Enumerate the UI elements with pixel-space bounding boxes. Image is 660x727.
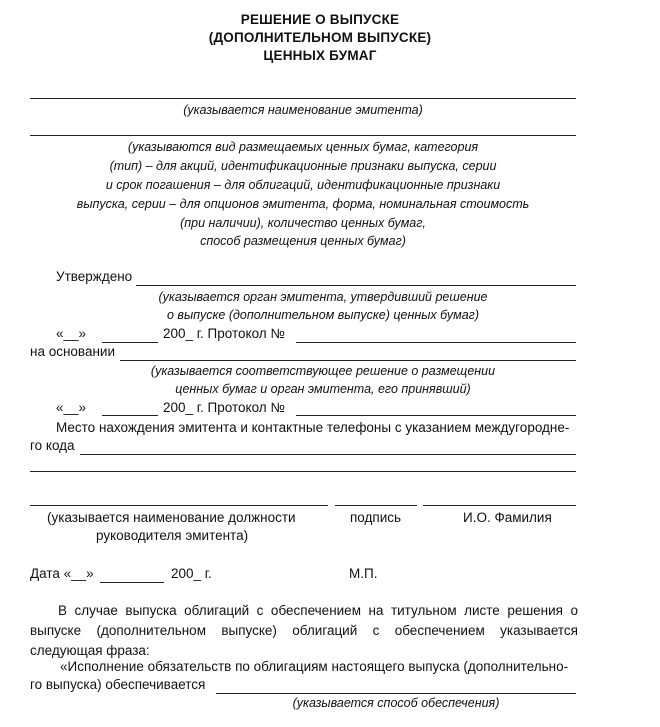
signature-label: подпись [350, 510, 402, 525]
securities-hint-line: (при наличии), количество ценных бумаг, [180, 216, 426, 230]
approved-hint-line: (указывается орган эмитента, утвердивший решение [158, 290, 488, 304]
protocol-day-1: «__» [56, 326, 87, 341]
signature-field[interactable] [335, 505, 417, 506]
protocol-year-label-2: 200_ г. Протокол № [163, 400, 285, 415]
date-month-field[interactable] [100, 582, 164, 583]
approved-by-field[interactable] [136, 285, 576, 286]
document-title-line-1: РЕШЕНИЕ О ВЫПУСКЕ [240, 12, 400, 27]
position-hint-line-1: (указывается наименование должности [47, 510, 296, 525]
location-field-extra[interactable] [30, 471, 576, 472]
location-text-line-1: Место нахождения эмитента и контактные телефоны с указанием междугородне- [56, 420, 570, 435]
securities-field[interactable] [30, 135, 576, 136]
securities-hint-line: способ размещения ценных бумаг) [200, 234, 406, 248]
position-field[interactable] [30, 505, 328, 506]
basis-hint-line: (указывается соответствующее решение о размещении [150, 364, 496, 378]
security-method-field[interactable] [216, 693, 576, 694]
position-hint-line-2: руководителя эмитента) [96, 528, 249, 543]
issuer-name-field[interactable] [30, 98, 576, 99]
quote-line-2: го выпуска) обеспечивается [30, 677, 206, 692]
secured-bonds-paragraph [30, 601, 578, 661]
location-field[interactable] [80, 454, 576, 455]
protocol-year-label-1: 200_ г. Протокол № [163, 326, 285, 341]
full-name-label: И.О. Фамилия [463, 510, 552, 525]
protocol-number-field-1[interactable] [296, 342, 576, 343]
protocol-day-2: «__» [56, 400, 87, 415]
basis-hint-line: ценных бумаг и орган эмитента, его принявший) [175, 382, 471, 396]
securities-hint-line: и срок погашения – для облигаций, идентификационные признаки [105, 178, 501, 192]
protocol-month-field-1[interactable] [102, 342, 158, 343]
document-title-line-2: (ДОПОЛНИТЕЛЬНОМ ВЫПУСКЕ) [208, 30, 432, 45]
date-year-label: 200_ г. [171, 566, 212, 581]
location-text-line-2: го кода [30, 438, 75, 453]
security-method-hint: (указывается способ обеспечения) [292, 696, 500, 710]
securities-hint-line: (указываются вид размещаемых ценных бумаг, категория [127, 140, 479, 154]
protocol-number-field-2[interactable] [296, 415, 576, 416]
basis-label: на основании [30, 344, 116, 359]
issuer-name-hint: (указывается наименование эмитента) [183, 103, 423, 117]
full-name-field[interactable] [423, 505, 576, 506]
stamp-label: М.П. [349, 566, 378, 581]
secured-bonds-paragraph-text: В случае выпуска облигаций с обеспечением на титульном листе решения о выпуске (дополнительном выпуске) облигаций с обеспечением указывается следующая фраза: [30, 603, 578, 658]
quote-line-1: «Исполнение обязательств по облигациям настоящего выпуска (дополнительно- [60, 659, 569, 674]
protocol-month-field-2[interactable] [102, 415, 158, 416]
approved-label: Утверждено [56, 269, 133, 284]
approved-hint-line: о выпуске (дополнительном выпуске) ценных бумаг) [167, 308, 479, 322]
basis-field[interactable] [120, 360, 576, 361]
document-title-line-3: ЦЕННЫХ БУМАГ [263, 48, 377, 63]
securities-hint-line: выпуска, серии – для опционов эмитента, форма, номинальная стоимость [76, 197, 530, 211]
securities-hint-line: (тип) – для акций, идентификационные признаки выпуска, серии [109, 159, 497, 173]
date-prefix: Дата «__» [30, 566, 94, 581]
